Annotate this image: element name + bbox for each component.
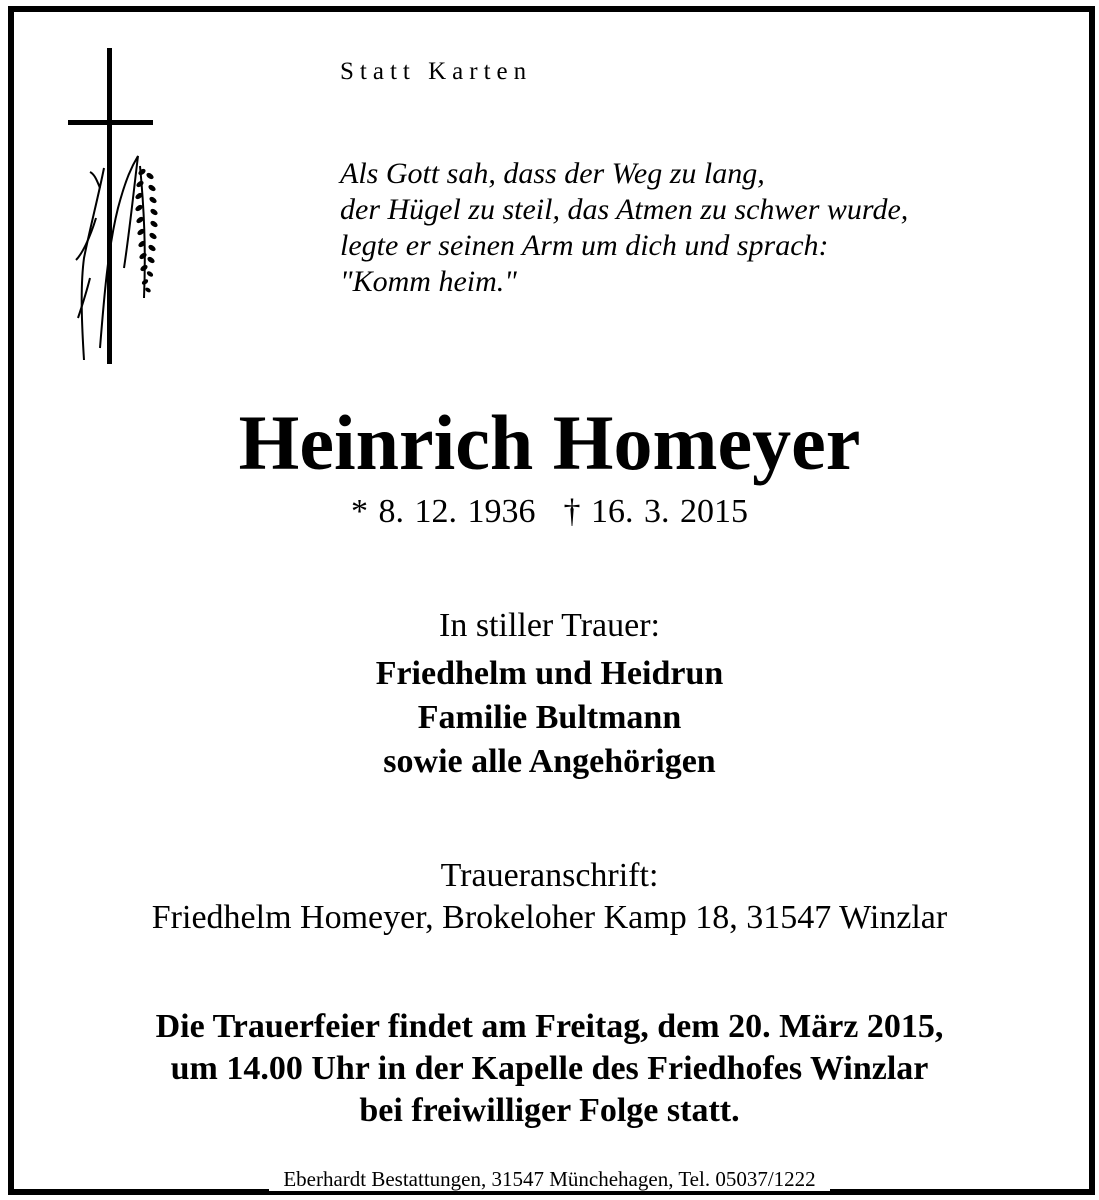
mourner-line: sowie alle Angehörigen	[383, 743, 716, 780]
mourning-label: In stiller Trauer:	[439, 607, 660, 644]
deceased-name: Heinrich Homeyer	[238, 399, 861, 486]
statt-karten-heading: Statt Karten	[340, 58, 533, 85]
mourner-line: Familie Bultmann	[417, 699, 682, 736]
address-label: Traueranschrift:	[440, 857, 659, 894]
poem-line: Als Gott sah, dass der Weg zu lang,	[340, 157, 765, 190]
birth-date: * 8. 12. 1936	[351, 493, 536, 530]
mourners-list	[0, 652, 1099, 784]
footer-text: Eberhardt Bestattungen, 31547 Münchehagen, Tel. 05037/1222	[269, 1167, 829, 1191]
ceremony-line: um 14.00 Uhr in der Kapelle des Friedhofes Winzlar	[170, 1050, 929, 1087]
mourner-line: Friedhelm und Heidrun	[375, 655, 724, 692]
address-value: Friedhelm Homeyer, Brokeloher Kamp 18, 31547 Winzlar	[151, 899, 948, 936]
poem-line: "Komm heim."	[340, 265, 517, 298]
poem-line: legte er seinen Arm um dich und sprach:	[340, 229, 829, 262]
ceremony-line: Die Trauerfeier findet am Freitag, dem 20. März 2015,	[155, 1008, 944, 1045]
footer	[0, 1164, 1099, 1194]
death-date: † 16. 3. 2015	[563, 493, 748, 530]
poem-line: der Hügel zu steil, das Atmen zu schwer wurde,	[340, 193, 909, 226]
poem	[340, 156, 908, 300]
ceremony-line: bei freiwilliger Folge statt.	[359, 1092, 740, 1129]
cross-with-wheat-icon	[60, 48, 170, 368]
life-dates	[0, 490, 1099, 534]
ceremony-notice	[0, 1006, 1099, 1132]
